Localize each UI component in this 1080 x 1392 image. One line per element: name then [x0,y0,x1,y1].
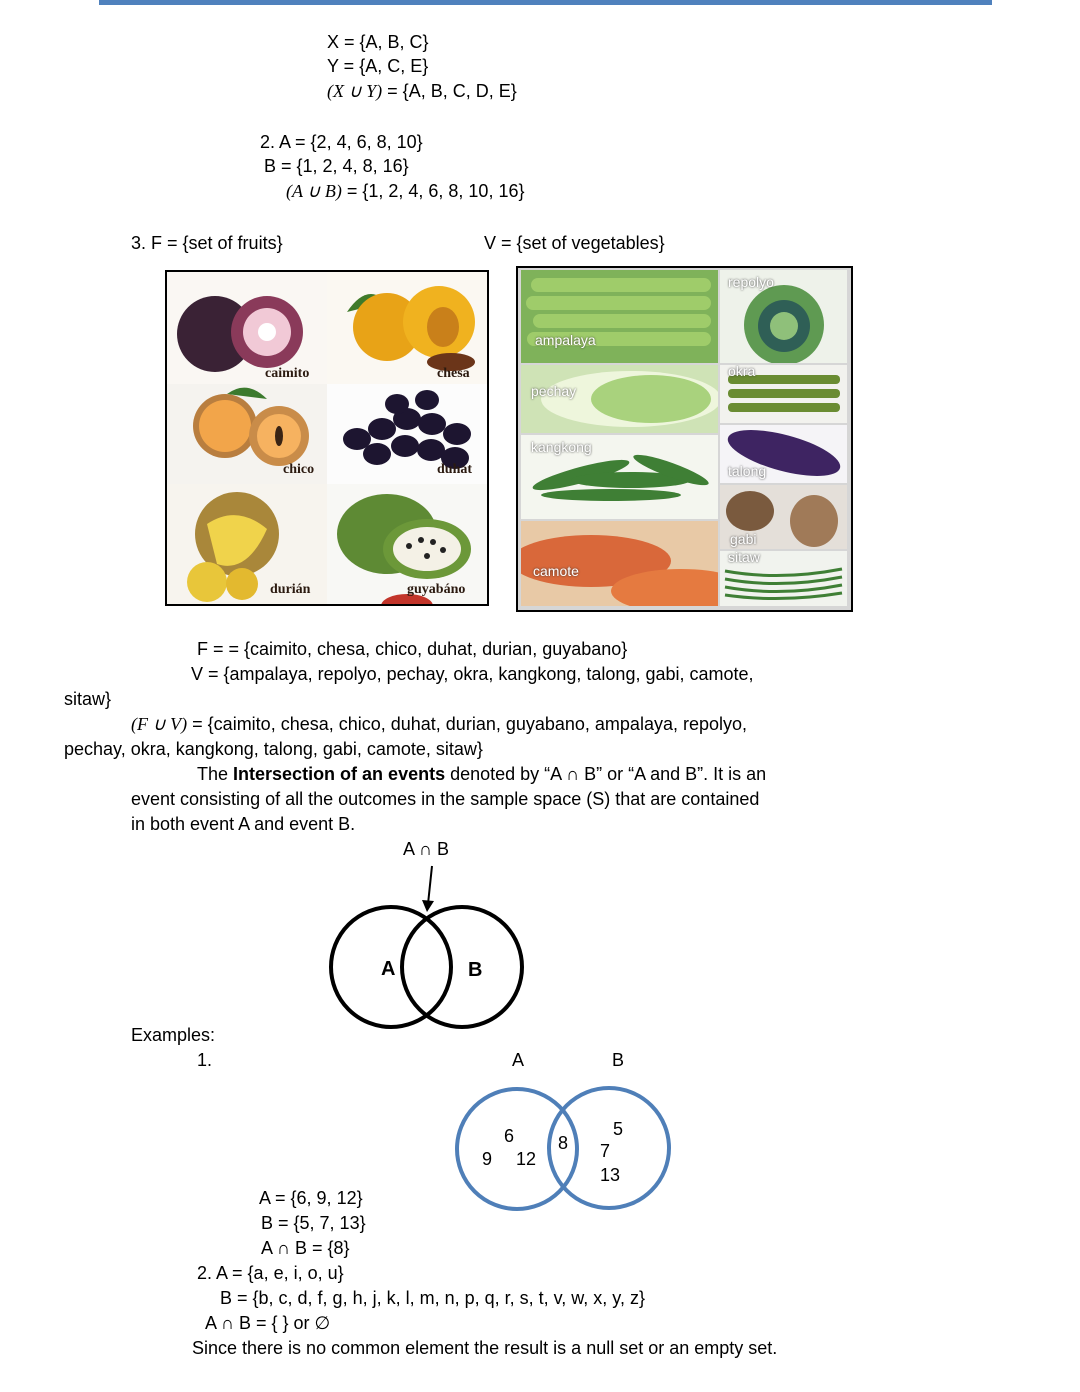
fv-union-rhs: = {caimito, chesa, chico, duhat, durian, guyabano, ampalaya, repolyo, [187,714,748,734]
guyabano-image [327,484,487,604]
venn-label-a: A [512,1050,525,1070]
fruit-label: chesa [437,366,470,381]
element-intersection: 8 [558,1133,569,1153]
vegetable-label: kangkong [531,439,592,455]
example-2-b-set: B = {b, c, d, f, g, h, j, k, l, m, n, p, q, r, s, t, v, w, x, y, z} [220,1288,645,1308]
kangkong-image [521,435,718,519]
fruit-label: caimito [265,366,310,381]
header-bar [99,0,992,5]
element-b-only: 5 [613,1119,624,1139]
v-set: V = {ampalaya, repolyo, pechay, okra, kangkong, talong, gabi, camote, [191,664,754,684]
element-b-only: 7 [600,1141,611,1161]
xy-union-lhs: (X ∪ Y) [327,81,383,101]
element-a-only: 9 [482,1149,493,1169]
vegetable-label: okra [728,365,756,379]
ab-union-lhs: (A ∪ B) [286,181,342,201]
intersection-venn-diagram [320,860,540,1030]
arrow-line [428,866,432,904]
vegetable-label: talong [728,463,767,479]
arrow-head [422,900,434,912]
chico-image [167,384,327,484]
duhat-image [327,384,487,484]
conclusion-text: Since there is no common element the result is a null set or an empty set. [192,1338,778,1358]
vegetable-label: gabi [730,531,757,547]
intersection-label: A ∩ B [403,839,449,859]
fruits-photo [165,270,489,606]
chesa-image [327,272,487,384]
repolyo-image [720,270,847,363]
circle-b-label: B [468,959,483,981]
vegetables-photo [516,266,853,612]
x-set: X = {A, B, C} [327,32,429,52]
gabi-image [720,485,847,549]
f-set: F = = {caimito, chesa, chico, duhat, durian, guyabano} [197,639,628,659]
example-venn-diagram [440,1085,680,1215]
definition-term: Intersection of an events [233,764,446,784]
fv-union-lhs: (F ∪ V) [131,714,188,734]
fruit-label: duhat [437,462,473,477]
definition-post: denoted by “A ∩ B” or “A and B”. It is an [445,764,767,784]
circle-b [402,907,522,1027]
sitaw-image [720,551,847,606]
xy-union [327,80,517,102]
vegetable-label: pechay [531,383,577,399]
fv-union [131,713,747,735]
fruit-label: chico [283,462,315,477]
example-2-intersection: A ∩ B = { } or ∅ [205,1313,331,1333]
ab-union [286,180,524,202]
v-definition: V = {set of vegetables} [484,233,665,253]
example-1-number: 1. [197,1050,213,1070]
example-1-intersection: A ∩ B = {8} [261,1238,350,1258]
intersection-definition-line-1 [197,763,766,785]
example-2-a-set: 2. A = {a, e, i, o, u} [197,1263,344,1283]
example-1-b-set: B = {5, 7, 13} [261,1213,366,1233]
venn-label-b: B [612,1050,625,1070]
fruit-label: durián [270,582,311,597]
xy-union-rhs: = {A, B, C, D, E} [382,81,517,101]
definition-pre: The [197,764,234,784]
v-set-continued: sitaw} [64,689,112,709]
pechay-image [521,365,718,433]
vegetable-label: ampalaya [535,332,596,348]
okra-image [720,365,847,423]
examples-heading: Examples: [131,1025,216,1045]
camote-image [521,521,718,606]
fruit-label: guyabáno [407,582,466,597]
durian-image [167,484,327,604]
element-b-only: 13 [600,1165,621,1185]
intersection-definition-line-2: event consisting of all the outcomes in the sample space (S) that are contained [131,789,760,809]
y-set: Y = {A, C, E} [327,56,429,76]
fv-union-continued: pechay, okra, kangkong, talong, gabi, camote, sitaw} [64,739,483,759]
a-set-2: 2. A = {2, 4, 6, 8, 10} [260,132,423,152]
f-definition: 3. F = {set of fruits} [131,233,283,253]
element-a-only: 6 [504,1126,515,1146]
ab-union-rhs: = {1, 2, 4, 6, 8, 10, 16} [341,181,525,201]
element-a-only: 12 [516,1149,537,1169]
talong-image [720,425,847,483]
caimito-image [167,272,327,384]
vegetable-label: sitaw [728,551,760,565]
b-set-2: B = {1, 2, 4, 8, 16} [264,156,409,176]
intersection-definition-line-3: in both event A and event B. [131,814,356,834]
circle-a-label: A [381,958,396,980]
vegetable-label: repolyo [728,274,774,290]
example-1-a-set: A = {6, 9, 12} [259,1188,363,1208]
vegetable-label: camote [533,563,579,579]
ampalaya-image [521,270,718,363]
